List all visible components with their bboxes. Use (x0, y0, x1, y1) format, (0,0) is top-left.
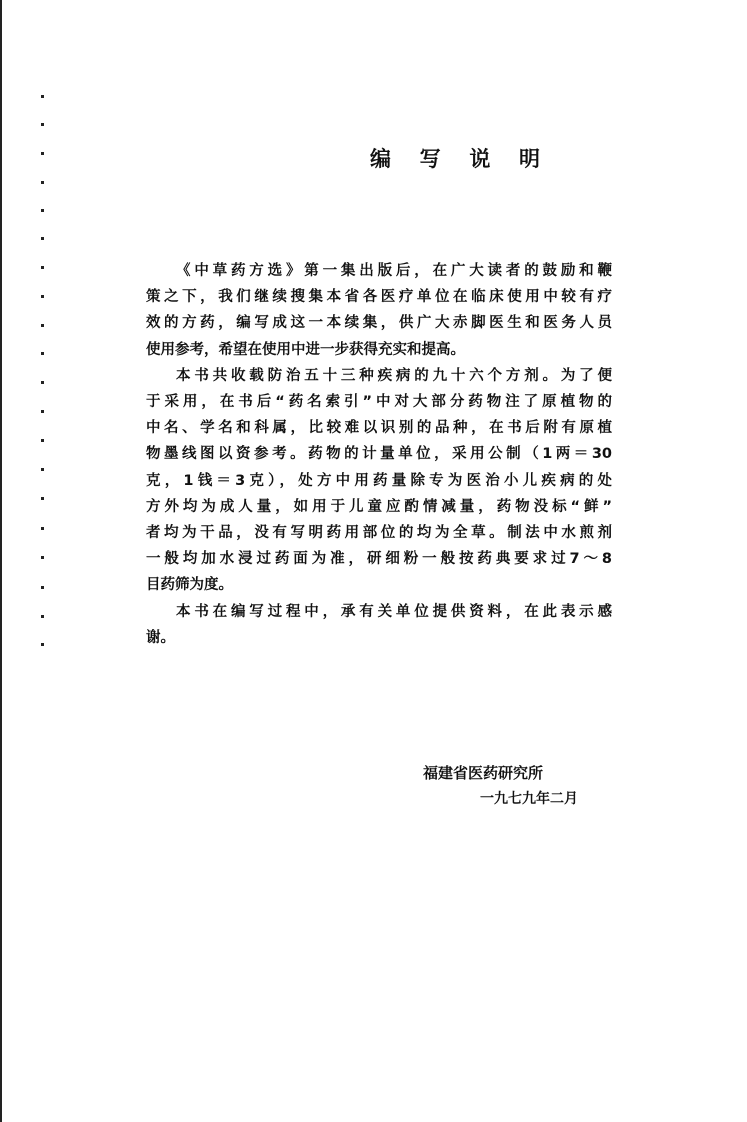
text-line: 方外均为成人量，如用于儿童应酌情减量，药物没标“鲜” (146, 498, 612, 515)
binding-dot (41, 381, 44, 384)
binding-dot (41, 237, 44, 240)
binding-dot (41, 439, 44, 442)
signature-date: 一九七九年二月 (480, 791, 578, 807)
binding-dot (41, 295, 44, 298)
title-char: 编 (370, 147, 391, 171)
binding-dot (41, 497, 44, 500)
binding-dot (41, 123, 44, 126)
binding-dot (41, 527, 44, 530)
binding-dot (41, 410, 44, 413)
text-line: 目药筛为度。 (146, 577, 233, 594)
binding-dot (41, 556, 44, 559)
text-line: 策之下，我们继续搜集本省各医疗单位在临床使用中较有疗 (146, 289, 612, 306)
text-line: 于采用，在书后“药名索引”中对大部分药物注了原植物的 (146, 394, 612, 410)
text-line: 本书在编写过程中，承有关单位提供资料，在此表示感 (176, 603, 612, 620)
signature-organization: 福建省医药研究所 (423, 764, 544, 782)
text-line: 一般均加水浸过药面为准，研细粉一般按药典要求过7～8 (146, 551, 612, 568)
binding-dot (41, 152, 44, 155)
binding-dot (41, 181, 44, 184)
text-line: 使用参考，希望在使用中进一步获得充实和提高。 (146, 341, 465, 358)
binding-dot (41, 209, 44, 212)
page-edge-line (0, 0, 2, 1122)
title-char: 明 (518, 147, 540, 171)
text-line: 《中草药方选》第一集出版后，在广大读者的鼓励和鞭 (176, 263, 612, 279)
title-char: 说 (469, 147, 491, 171)
text-line: 本书共收载防治五十三种疾病的九十六个方剂。为了便 (176, 367, 612, 384)
binding-dot (41, 95, 44, 98)
page-title (370, 143, 540, 173)
binding-dot (41, 324, 44, 327)
text-line: 者均为干品，没有写明药用部位的均为全草。制法中水煎剂 (146, 525, 612, 541)
text-line: 谢。 (146, 629, 175, 646)
title-char: 写 (419, 147, 441, 171)
binding-dot (41, 266, 44, 269)
text-line: 中名、学名和科属，比较难以识别的品种，在书后附有原植 (146, 420, 612, 437)
binding-dot (41, 352, 44, 355)
text-line: 效的方药，编写成这一本续集，供广大赤脚医生和医务人员 (146, 315, 612, 332)
text-line: 物墨线图以资参考。药物的计量单位，采用公制（1两＝30 (146, 446, 612, 463)
binding-dot (41, 643, 44, 646)
binding-dot (41, 615, 44, 618)
binding-dot (41, 586, 44, 589)
text-line: 克，1钱＝3克），处方中用药量除专为医治小儿疾病的处 (146, 472, 612, 489)
binding-dot (41, 468, 44, 471)
